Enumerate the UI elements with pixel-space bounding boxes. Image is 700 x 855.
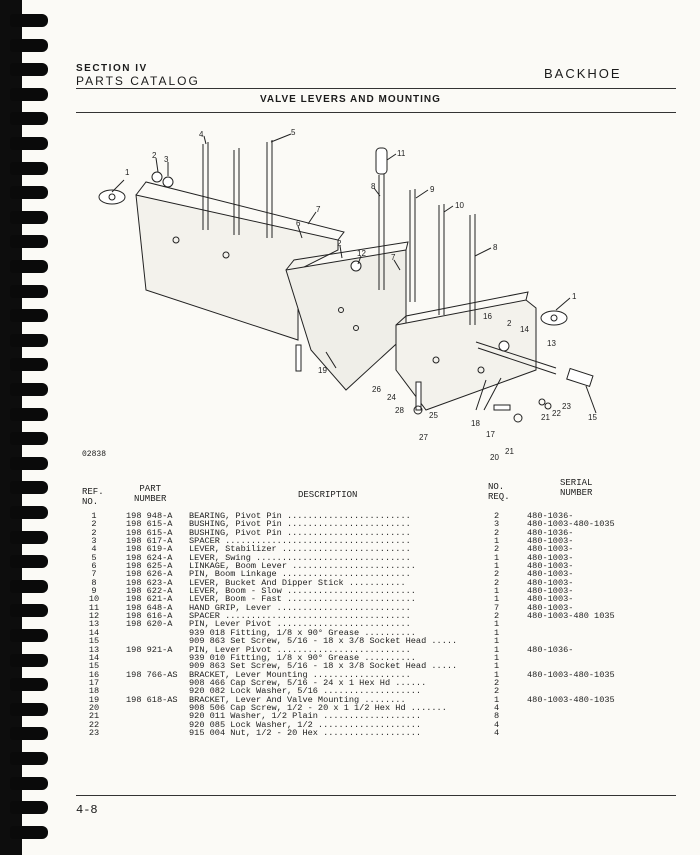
description-cell: BUSHING, Pivot Pin ........................ <box>189 527 411 538</box>
svg-text:21: 21 <box>505 447 514 456</box>
binding-ring <box>10 629 48 642</box>
part-header-line2: NUMBER <box>134 494 167 504</box>
serial-number-cell: 480-1003- <box>527 552 574 563</box>
catalog-title: PARTS CATALOG <box>76 74 200 88</box>
ref-cell: 11 <box>88 602 100 613</box>
part-number-cell: 198 615-A <box>126 527 173 538</box>
description-cell: 920 085 Lock Washer, 1/2 .................... <box>189 719 422 730</box>
ref-cell: 12 <box>88 611 100 622</box>
ref-cell: 15 <box>88 661 100 672</box>
binding-ring <box>10 654 48 667</box>
part-number-cell: 198 619-A <box>126 544 173 555</box>
quantity-cell: 2 <box>494 577 500 588</box>
binding-ring <box>10 408 48 421</box>
description-cell: BRACKET, Lever Mounting ................... <box>189 669 411 680</box>
binding-ring <box>10 457 48 470</box>
binding-ring <box>10 334 48 347</box>
svg-text:11: 11 <box>397 149 406 158</box>
ref-cell: 7 <box>91 569 97 580</box>
svg-text:13: 13 <box>547 339 556 348</box>
quantity-cell: 1 <box>494 627 500 638</box>
ref-cell: 23 <box>88 727 100 738</box>
parts-table <box>76 512 676 737</box>
part-number-cell: 198 622-A <box>126 586 173 597</box>
quantity-cell: 8 <box>494 711 500 722</box>
part-number-cell: 198 615-A <box>126 519 173 530</box>
ref-cell: 22 <box>88 719 100 730</box>
binding-ring <box>10 801 48 814</box>
description-cell: 939 018 Fitting, 1/8 x 90° Grease .......... <box>189 627 416 638</box>
ref-cell: 10 <box>88 594 100 605</box>
ref-header-line2: NO. <box>82 497 99 507</box>
description-cell: LEVER, Stabilizer ......................... <box>189 544 411 555</box>
quantity-cell: 2 <box>494 677 500 688</box>
ref-cell: 6 <box>91 561 97 572</box>
serial-number-cell: 480-1003-480 1035 <box>527 611 615 622</box>
part-number-cell: 198 624-A <box>126 552 173 563</box>
svg-text:17: 17 <box>486 430 495 439</box>
svg-text:8: 8 <box>493 243 498 252</box>
part-number-cell: 198 921-A <box>126 644 173 655</box>
ref-cell: 15 <box>88 636 100 647</box>
binding-ring <box>10 703 48 716</box>
ref-header-line1: REF. <box>82 487 104 497</box>
svg-text:8: 8 <box>371 182 376 191</box>
binding-ring <box>10 383 48 396</box>
ref-cell: 1 <box>91 511 97 521</box>
description-cell: 908 466 Cap Screw, 5/16 - 24 x 1 Hex Hd ...... <box>189 677 427 688</box>
quantity-cell: 2 <box>494 511 500 521</box>
description-cell: LEVER, Boom - Slow ......................... <box>189 586 416 597</box>
svg-text:24: 24 <box>387 393 396 402</box>
svg-text:20: 20 <box>490 453 499 462</box>
svg-text:2: 2 <box>152 151 157 160</box>
part-number-cell: 198 618-AS <box>126 694 178 705</box>
binding-ring <box>10 285 48 298</box>
quantity-cell: 1 <box>494 661 500 672</box>
svg-text:1: 1 <box>572 292 577 301</box>
svg-text:21: 21 <box>541 413 550 422</box>
svg-text:9: 9 <box>430 185 435 194</box>
description-cell: BEARING, Pivot Pin ........................ <box>189 511 411 521</box>
ref-cell: 18 <box>88 686 100 697</box>
part-number-cell: 198 626-A <box>126 569 173 580</box>
binding-ring <box>10 727 48 740</box>
svg-text:14: 14 <box>520 325 529 334</box>
svg-text:4: 4 <box>199 130 204 139</box>
svg-text:19: 19 <box>318 366 327 375</box>
svg-text:2: 2 <box>507 319 512 328</box>
ref-cell: 13 <box>88 644 100 655</box>
col-header-part <box>134 484 166 504</box>
quantity-cell: 2 <box>494 611 500 622</box>
part-number-cell: 198 621-A <box>126 594 173 605</box>
quantity-cell: 4 <box>494 727 500 738</box>
page-subtitle: VALVE LEVERS AND MOUNTING <box>260 94 441 105</box>
description-cell: BRACKET, Lever And Valve Mounting ........ <box>189 694 406 705</box>
binding-ring <box>10 39 48 52</box>
quantity-cell: 1 <box>494 536 500 547</box>
ref-cell: 4 <box>91 544 97 555</box>
svg-text:26: 26 <box>372 385 381 394</box>
quantity-cell: 4 <box>494 719 500 730</box>
description-cell: LEVER, Swing .............................. <box>189 552 411 563</box>
figure-number: 02838 <box>82 450 107 459</box>
part-number-cell: 198 948-A <box>126 511 173 521</box>
svg-text:28: 28 <box>395 406 404 415</box>
description-cell: PIN, Lever Pivot .......................... <box>189 619 411 630</box>
serial-number-cell: 480-1003- <box>527 577 574 588</box>
subtitle-rule <box>76 112 676 113</box>
footer-rule <box>76 795 676 796</box>
binding-ring <box>10 186 48 199</box>
description-cell: LEVER, Boom - Fast ......................... <box>189 594 416 605</box>
svg-text:16: 16 <box>483 312 492 321</box>
part-number-cell: 198 648-A <box>126 602 173 613</box>
serial-number-cell: 480-1036- <box>527 511 574 521</box>
serial-number-cell: 480-1003- <box>527 536 574 547</box>
serial-number-cell: 480-1036- <box>527 644 574 655</box>
binding-ring <box>10 481 48 494</box>
serial-header-line1: SERIAL <box>560 478 593 488</box>
svg-text:18: 18 <box>471 419 480 428</box>
svg-text:6: 6 <box>296 219 301 228</box>
svg-text:10: 10 <box>455 201 464 210</box>
quantity-cell: 1 <box>494 561 500 572</box>
description-cell: LEVER, Bucket And Dipper Stick ........... <box>189 577 406 588</box>
binding-ring <box>10 88 48 101</box>
ref-cell: 19 <box>88 694 100 705</box>
svg-text:22: 22 <box>552 409 561 418</box>
binding-ring <box>10 678 48 691</box>
quantity-cell: 7 <box>494 602 500 613</box>
machine-title: BACKHOE <box>544 66 622 81</box>
quantity-cell: 2 <box>494 544 500 555</box>
description-cell: 939 010 Fitting, 1/8 x 90° Grease .......... <box>189 652 416 663</box>
binding-ring <box>10 432 48 445</box>
ref-cell: 20 <box>88 702 100 713</box>
page-number: 4-8 <box>76 803 98 817</box>
part-number-cell: 198 620-A <box>126 619 173 630</box>
serial-number-cell: 480-1003-480-1035 <box>527 519 615 530</box>
ref-cell: 17 <box>88 677 100 688</box>
quantity-cell: 2 <box>494 686 500 697</box>
ref-cell: 2 <box>91 519 97 530</box>
header-rule <box>76 88 676 89</box>
description-cell: PIN, Lever Pivot .......................... <box>189 644 411 655</box>
description-cell: PIN, Boom Linkage ......................... <box>189 569 411 580</box>
serial-number-cell: 480-1036- <box>527 527 574 538</box>
binding-ring <box>10 162 48 175</box>
description-cell: 920 011 Washer, 1/2 Plain ................... <box>189 711 422 722</box>
col-header-ref <box>82 487 104 507</box>
svg-text:23: 23 <box>562 402 571 411</box>
description-cell: SPACER .................................... <box>189 611 411 622</box>
ref-cell: 3 <box>91 536 97 547</box>
binding-ring <box>10 358 48 371</box>
svg-text:7: 7 <box>391 253 396 262</box>
binding-ring <box>10 752 48 765</box>
ref-cell: 8 <box>91 577 97 588</box>
binding-ring <box>10 63 48 76</box>
svg-text:5: 5 <box>291 128 296 137</box>
binding-ring <box>10 604 48 617</box>
binding-ring <box>10 235 48 248</box>
binding-ring <box>10 211 48 224</box>
binding-ring <box>10 309 48 322</box>
quantity-cell: 1 <box>494 586 500 597</box>
quantity-cell: 4 <box>494 702 500 713</box>
binding-ring <box>10 112 48 125</box>
svg-text:1: 1 <box>125 168 130 177</box>
svg-text:27: 27 <box>419 433 428 442</box>
ref-cell: 21 <box>88 711 100 722</box>
serial-header-line2: NUMBER <box>560 488 593 498</box>
ref-cell: 13 <box>88 619 100 630</box>
ref-cell: 5 <box>91 552 97 563</box>
quantity-cell: 1 <box>494 594 500 605</box>
binding-ring <box>10 260 48 273</box>
table-row <box>76 729 676 737</box>
svg-text:7: 7 <box>316 205 321 214</box>
ref-cell: 9 <box>91 586 97 597</box>
serial-number-cell: 480-1003- <box>527 586 574 597</box>
svg-text:25: 25 <box>429 411 438 420</box>
ref-cell: 2 <box>91 527 97 538</box>
description-cell: 915 004 Nut, 1/2 - 20 Hex ................... <box>189 727 422 738</box>
ref-cell: 14 <box>88 652 100 663</box>
quantity-cell: 1 <box>494 644 500 655</box>
quantity-cell: 1 <box>494 619 500 630</box>
ref-cell: 14 <box>88 627 100 638</box>
quantity-cell: 2 <box>494 569 500 580</box>
description-cell: BUSHING, Pivot Pin ........................ <box>189 519 411 530</box>
description-cell: 909 863 Set Screw, 5/16 - 18 x 3/8 Socket Head ..... <box>189 636 458 647</box>
quantity-cell: 1 <box>494 552 500 563</box>
serial-number-cell: 480-1003-480-1035 <box>527 669 615 680</box>
quantity-cell: 2 <box>494 527 500 538</box>
req-header-line2: REQ. <box>488 492 510 502</box>
description-cell: 909 863 Set Screw, 5/16 - 18 x 3/8 Socket Head ..... <box>189 661 458 672</box>
svg-text:15: 15 <box>588 413 597 422</box>
description-cell: 908 506 Cap Screw, 1/2 - 20 x 1 1/2 Hex Hd ....... <box>189 702 447 713</box>
binding-ring <box>10 506 48 519</box>
serial-number-cell: 480-1003- <box>527 569 574 580</box>
part-number-cell: 198 623-A <box>126 577 173 588</box>
col-header-description: DESCRIPTION <box>298 490 358 500</box>
description-cell: 920 082 Lock Washer, 5/16 ................... <box>189 686 422 697</box>
part-number-cell: 198 617-A <box>126 536 173 547</box>
description-cell: HAND GRIP, Lever .......................... <box>189 602 411 613</box>
binding-ring <box>10 137 48 150</box>
exploded-parts-diagram <box>76 120 676 470</box>
section-label: SECTION IV <box>76 63 148 74</box>
quantity-cell: 1 <box>494 636 500 647</box>
part-header-line1: PART <box>139 484 161 494</box>
part-number-cell: 198 766-AS <box>126 669 178 680</box>
part-number-cell: 198 616-A <box>126 611 173 622</box>
serial-number-cell: 480-1003- <box>527 602 574 613</box>
spiral-binding <box>0 0 60 855</box>
ref-cell: 16 <box>88 669 100 680</box>
svg-text:12: 12 <box>357 249 366 258</box>
quantity-cell: 1 <box>494 652 500 663</box>
serial-number-cell: 480-1003- <box>527 544 574 555</box>
quantity-cell: 3 <box>494 519 500 530</box>
svg-text:3: 3 <box>164 155 169 164</box>
binding-ring <box>10 777 48 790</box>
binding-ring <box>10 826 48 839</box>
serial-number-cell: 480-1003- <box>527 594 574 605</box>
serial-number-cell: 480-1003- <box>527 561 574 572</box>
req-header-line1: NO. <box>488 482 505 492</box>
svg-text:2: 2 <box>337 239 342 248</box>
serial-number-cell: 480-1003-480-1035 <box>527 694 615 705</box>
col-header-serial <box>560 478 592 498</box>
binding-ring <box>10 531 48 544</box>
quantity-cell: 1 <box>494 694 500 705</box>
description-cell: LINKAGE, Boom Lever ........................ <box>189 561 416 572</box>
part-number-cell: 198 625-A <box>126 561 173 572</box>
catalog-page <box>60 0 700 855</box>
description-cell: SPACER .................................... <box>189 536 411 547</box>
binding-ring <box>10 14 48 27</box>
col-header-req <box>488 482 510 502</box>
binding-ring <box>10 580 48 593</box>
binding-ring <box>10 555 48 568</box>
quantity-cell: 1 <box>494 669 500 680</box>
